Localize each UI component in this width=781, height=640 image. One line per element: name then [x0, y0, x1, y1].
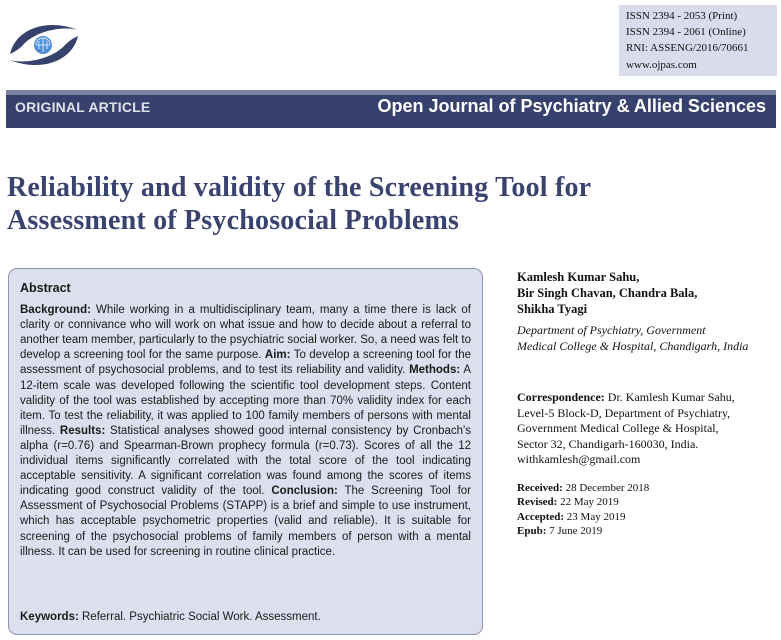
- aim-label: Aim:: [264, 349, 291, 362]
- author-list: [517, 269, 779, 318]
- keywords: [20, 610, 321, 625]
- revised-label: Revised:: [517, 496, 558, 509]
- received-date: 28 December 2018: [562, 482, 650, 494]
- background-text: While working in a multidisciplinary team, many a time there is lack of clarity or connivance who will work on what issue and how to decide about a referral to another team member, particularly to the psychiatric social worker. So, a need was felt to develop a screening tool for the same purpose.: [20, 304, 471, 362]
- affiliation-line-1: Department of Psychiatry, Government: [517, 323, 706, 337]
- journal-website: www.ojpas.com: [626, 58, 697, 71]
- accepted-date: 23 May 2019: [564, 510, 626, 523]
- keywords-label: Keywords:: [20, 611, 79, 623]
- abstract-box: [8, 268, 483, 635]
- issn-info-box: [619, 5, 777, 76]
- correspondence-address-1: Level-5 Block-D, Department of Psychiatry,: [517, 405, 731, 420]
- publication-dates: [517, 481, 779, 538]
- correspondence-email[interactable]: withkamlesh@gmail.com: [517, 452, 641, 467]
- author-line-1: Kamlesh Kumar Sahu,: [517, 270, 640, 284]
- header-bar-shade: [6, 90, 776, 95]
- author-line-3: Shikha Tyagi: [517, 302, 588, 317]
- rni-number: RNI: ASSENG/2016/70661: [626, 42, 749, 55]
- results-label: Results:: [59, 424, 106, 437]
- correspondence-name: Dr. Kamlesh Kumar Sahu,: [604, 390, 735, 404]
- conclusion-text: The Screening Tool for Assessment of Psychosocial Problems (STAPP) is a brief and simple to use instrument, which has acceptable psychometric properties (valid and reliable). It is suitable for screening of the psychosocial problems of family members of person with a mental illness. It can be used for screening in routine clinical practice.: [20, 485, 471, 558]
- keywords-text: Referral. Psychiatric Social Work. Assessment.: [78, 611, 321, 623]
- abstract-heading: Abstract: [20, 281, 71, 295]
- journal-header-bar: [6, 90, 776, 128]
- aim-text: To develop a screening tool for the assessment of psychosocial problems, and to test its reliability and validity.: [20, 349, 471, 377]
- issn-print: ISSN 2394 - 2053 (Print): [626, 10, 738, 22]
- article-title: Reliability and validity of the Screening Tool for Assessment of Psychosocial Problems: [7, 172, 591, 236]
- epub-label: Epub:: [517, 524, 547, 537]
- author-affiliation: [517, 323, 779, 354]
- author-line-2: Bir Singh Chavan, Chandra Bala,: [517, 286, 698, 301]
- methods-label: Methods:: [409, 364, 461, 377]
- results-text: Statistical analyses showed good internal consistency by Cronbach's alpha (r=0.76) and Spearman-Brown prophecy formula (r=0.73). Scores of all the 12 individual items significantly correlated with the total score of the tool indicating acceptable sensitivity. A significant correlation was found among the scores of items indicating good construct validity of the tool.: [20, 424, 471, 498]
- correspondence-address-3: Sector 32, Chandigarh-160030, India.: [517, 436, 699, 451]
- correspondence-address-2: Government Medical College & Hospital,: [517, 421, 719, 436]
- accepted-label: Accepted:: [517, 510, 565, 523]
- journal-name: Open Journal of Psychiatry & Allied Sciences: [377, 96, 766, 116]
- brain-icon: [34, 36, 52, 54]
- affiliation-line-2: Medical College & Hospital, Chandigarh, India: [517, 338, 749, 353]
- received-label: Received:: [517, 482, 563, 494]
- journal-logo-icon: [6, 16, 82, 74]
- epub-date: 7 June 2019: [546, 524, 603, 537]
- conclusion-label: Conclusion:: [271, 485, 338, 498]
- issn-online: ISSN 2394 - 2061 (Online): [626, 26, 746, 39]
- article-type-label: ORIGINAL ARTICLE: [15, 99, 151, 115]
- abstract-text: [20, 303, 471, 560]
- background-label: Background:: [20, 304, 91, 317]
- methods-text: A 12-item scale was developed following the scientific tool development steps. Content validity of the tool was established by accepting more than 70% validity index for each item. To test the reliability, it was applied to 100 family members of persons with mental illness.: [20, 364, 472, 437]
- correspondence-label: Correspondence:: [517, 390, 605, 404]
- revised-date: 22 May 2019: [557, 496, 619, 509]
- correspondence-block: [517, 390, 779, 468]
